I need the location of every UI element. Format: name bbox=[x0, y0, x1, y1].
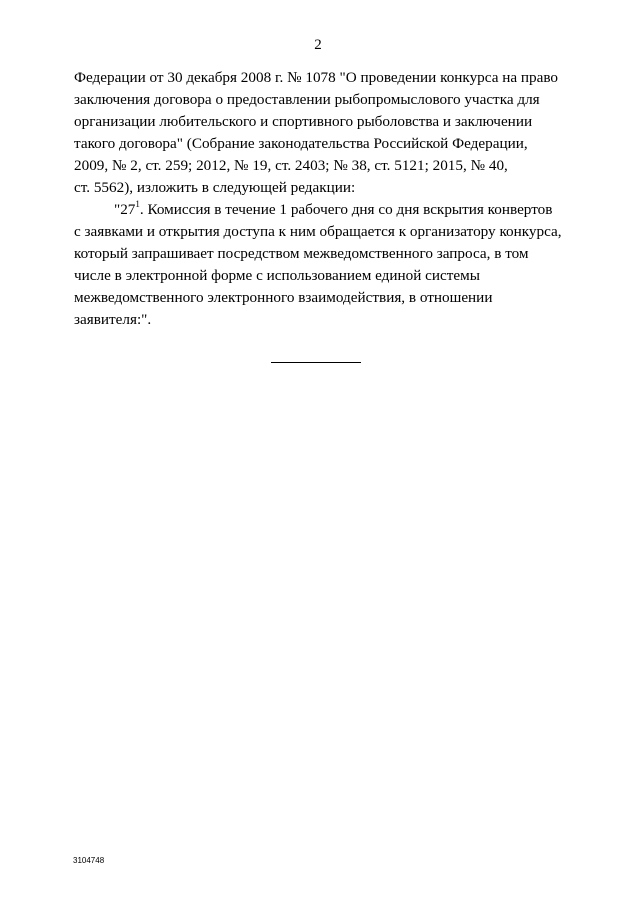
text-line: который запрашивает посредством межведомственного запроса, в том bbox=[74, 245, 529, 262]
document-code: 3104748 bbox=[73, 856, 105, 865]
text-line: межведомственного электронного взаимодействия, в отношении bbox=[74, 289, 493, 306]
clause-number: "27 bbox=[114, 201, 136, 218]
text-line: числе в электронной форме с использованием единой системы bbox=[74, 267, 480, 284]
text-line: организации любительского и спортивного рыболовства и заключении bbox=[74, 113, 533, 130]
text-line: ст. 5562), изложить в следующей редакции: bbox=[74, 179, 356, 196]
text-line bbox=[114, 200, 559, 220]
text-line: Федерации от 30 декабря 2008 г. № 1078 "О проведении конкурса на право bbox=[74, 69, 559, 86]
clause-text: . Комиссия в течение 1 рабочего дня со дня вскрытия конвертов bbox=[139, 201, 553, 218]
text-line: такого договора" (Собрание законодательства Российской Федерации, bbox=[74, 135, 528, 152]
text-line: 2009, № 2, ст. 259; 2012, № 19, ст. 2403; № 38, ст. 5121; 2015, № 40, bbox=[74, 157, 508, 174]
text-line: заключения договора о предоставлении рыбопромыслового участка для bbox=[74, 91, 540, 108]
page-number: 2 bbox=[314, 37, 322, 53]
text-line: с заявками и открытия доступа к ним обращается к организатору конкурса, bbox=[74, 223, 562, 240]
text-line: заявителя:". bbox=[74, 311, 152, 328]
separator-line bbox=[271, 362, 361, 363]
clause-superscript: 1 bbox=[135, 198, 140, 209]
